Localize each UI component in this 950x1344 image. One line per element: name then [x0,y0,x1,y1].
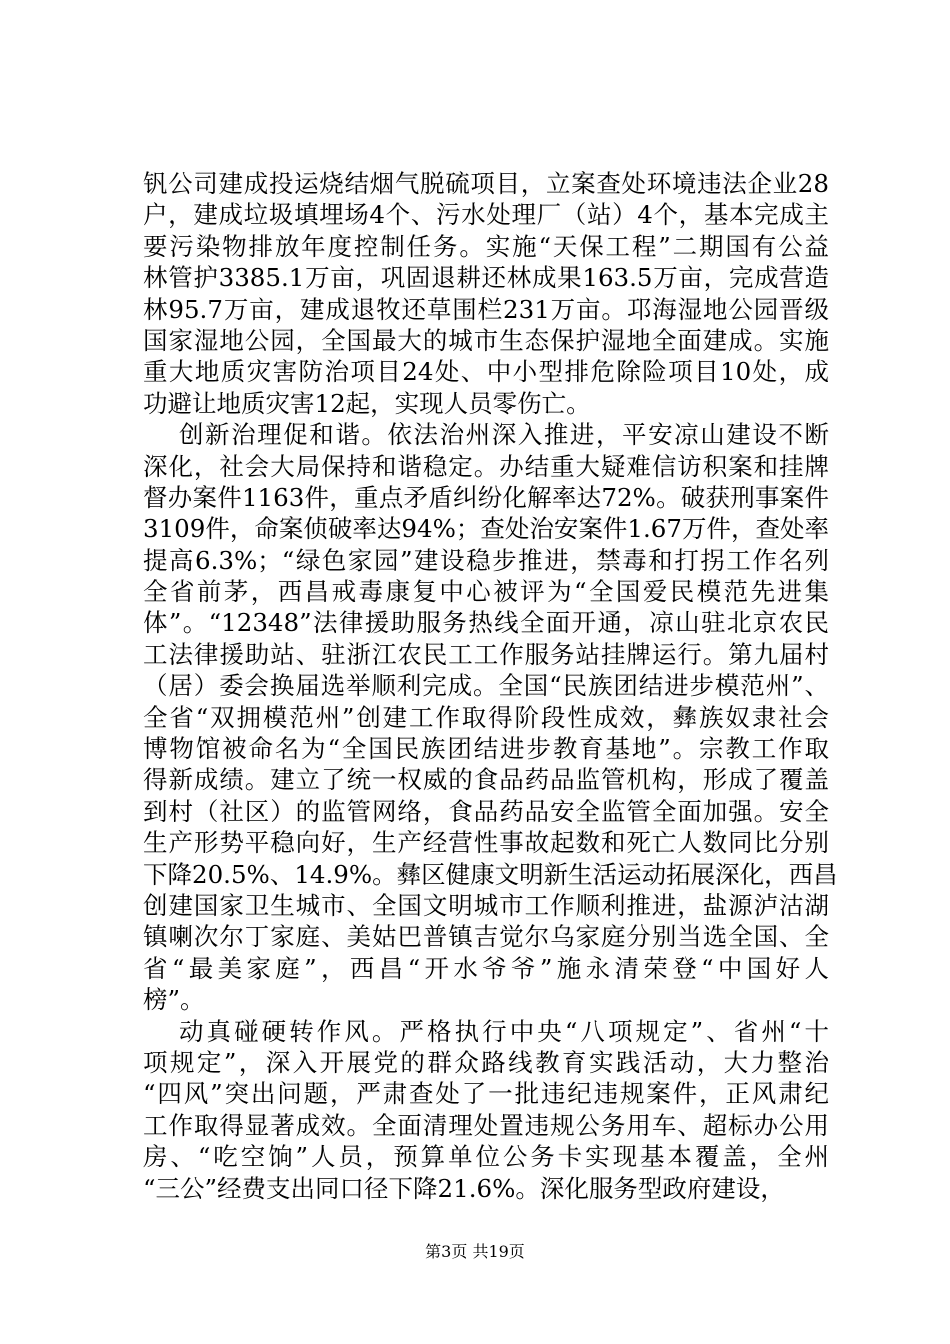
text-line: 户，建成垃圾填埋场4个、污水处理厂（站）4个，基本完成主 [143,200,829,230]
text-line: 动真碰硬转作风。严格执行中央“八项规定”、省州“十 [179,1016,829,1046]
text-line: 钒公司建成投运烧结烟气脱硫项目，立案查处环境违法企业28 [143,169,829,198]
text-line: 房、“吃空饷”人员，预算单位公务卡实现基本覆盖，全州 [143,1142,829,1172]
text-line: 博物馆被命名为“全国民族团结进步教育基地”。宗教工作取 [143,734,829,764]
text-line: 镇喇次尔丁家庭、美姑巴普镇吉觉尔乌家庭分别当选全国、全 [143,922,829,952]
text-line: 全省前茅，西昌戒毒康复中心被评为“全国爱民模范先进集 [143,577,829,607]
paragraph [143,168,829,419]
text-line: 得新成绩。建立了统一权威的食品药品监管机构，形成了覆盖 [143,765,829,795]
text-line: 提高6.3%；“绿色家园”建设稳步推进，禁毒和打拐工作名列 [143,545,829,575]
text-line: 榜”。 [143,985,205,1015]
text-line: 工作取得显著成效。全面清理处置违规公务用车、超标办公用 [143,1110,829,1140]
paragraph [143,419,838,1015]
text-line: “三公”经费支出同口径下降21.6%。深化服务型政府建设， [143,1173,785,1203]
body-text [143,168,838,1204]
text-line: 林95.7万亩，建成退牧还草围栏231万亩。邛海湿地公园晋级 [143,294,829,324]
text-line: 创建国家卫生城市、全国文明城市工作顺利推进，盐源泸沽湖 [143,890,829,920]
text-line: 创新治理促和谐。依法治州深入推进，平安凉山建设不断 [179,420,829,450]
text-line: 全省“双拥模范州”创建工作取得阶段性成效，彝族奴隶社会 [143,702,829,732]
text-line: 工法律援助站、驻浙江农民工工作服务站挂牌运行。第九届村 [143,639,829,669]
text-line: 体”。“12348”法律援助服务热线全面开通，凉山驻北京农民 [143,608,829,638]
text-line: 项规定”，深入开展党的群众路线教育实践活动，大力整治 [143,1047,829,1077]
text-line: 到村（社区）的监管网络，食品药品安全监管全面加强。安全 [143,796,829,826]
text-line: （居）委会换届选举顺利完成。全国“民族团结进步模范州”、 [143,671,829,701]
text-line: 功避让地质灾害12起，实现人员零伤亡。 [143,388,591,418]
text-line: 林管护3385.1万亩，巩固退耕还林成果163.5万亩，完成营造 [143,263,829,293]
text-line: 省“最美家庭”，西昌“开水爷爷”施永清荣登“中国好人 [143,953,829,983]
text-line: 生产形势平稳向好，生产经营性事故起数和死亡人数同比分别 [143,828,829,858]
text-line: 重大地质灾害防治项目24处、中小型排危除险项目10处，成 [143,357,829,387]
text-line: 深化，社会大局保持和谐稳定。办结重大疑难信访积案和挂牌 [143,451,829,481]
text-line: 国家湿地公园，全国最大的城市生态保护湿地全面建成。实施 [143,325,829,355]
text-line: “四风”突出问题，严肃查处了一批违纪违规案件，正风肃纪 [143,1079,829,1109]
paragraph [143,1016,829,1204]
page-footer: 第3页 共19页 [425,1242,525,1261]
text-line: 下降20.5%、14.9%。彝区健康文明新生活运动拓展深化，西昌 [143,859,838,889]
text-line: 督办案件1163件，重点矛盾纠纷化解率达72%。破获刑事案件 [143,482,829,512]
text-line: 要污染物排放年度控制任务。实施“天保工程”二期国有公益 [143,231,829,261]
text-line: 3109件，命案侦破率达94%；查处治安案件1.67万件，查处率 [143,514,829,544]
